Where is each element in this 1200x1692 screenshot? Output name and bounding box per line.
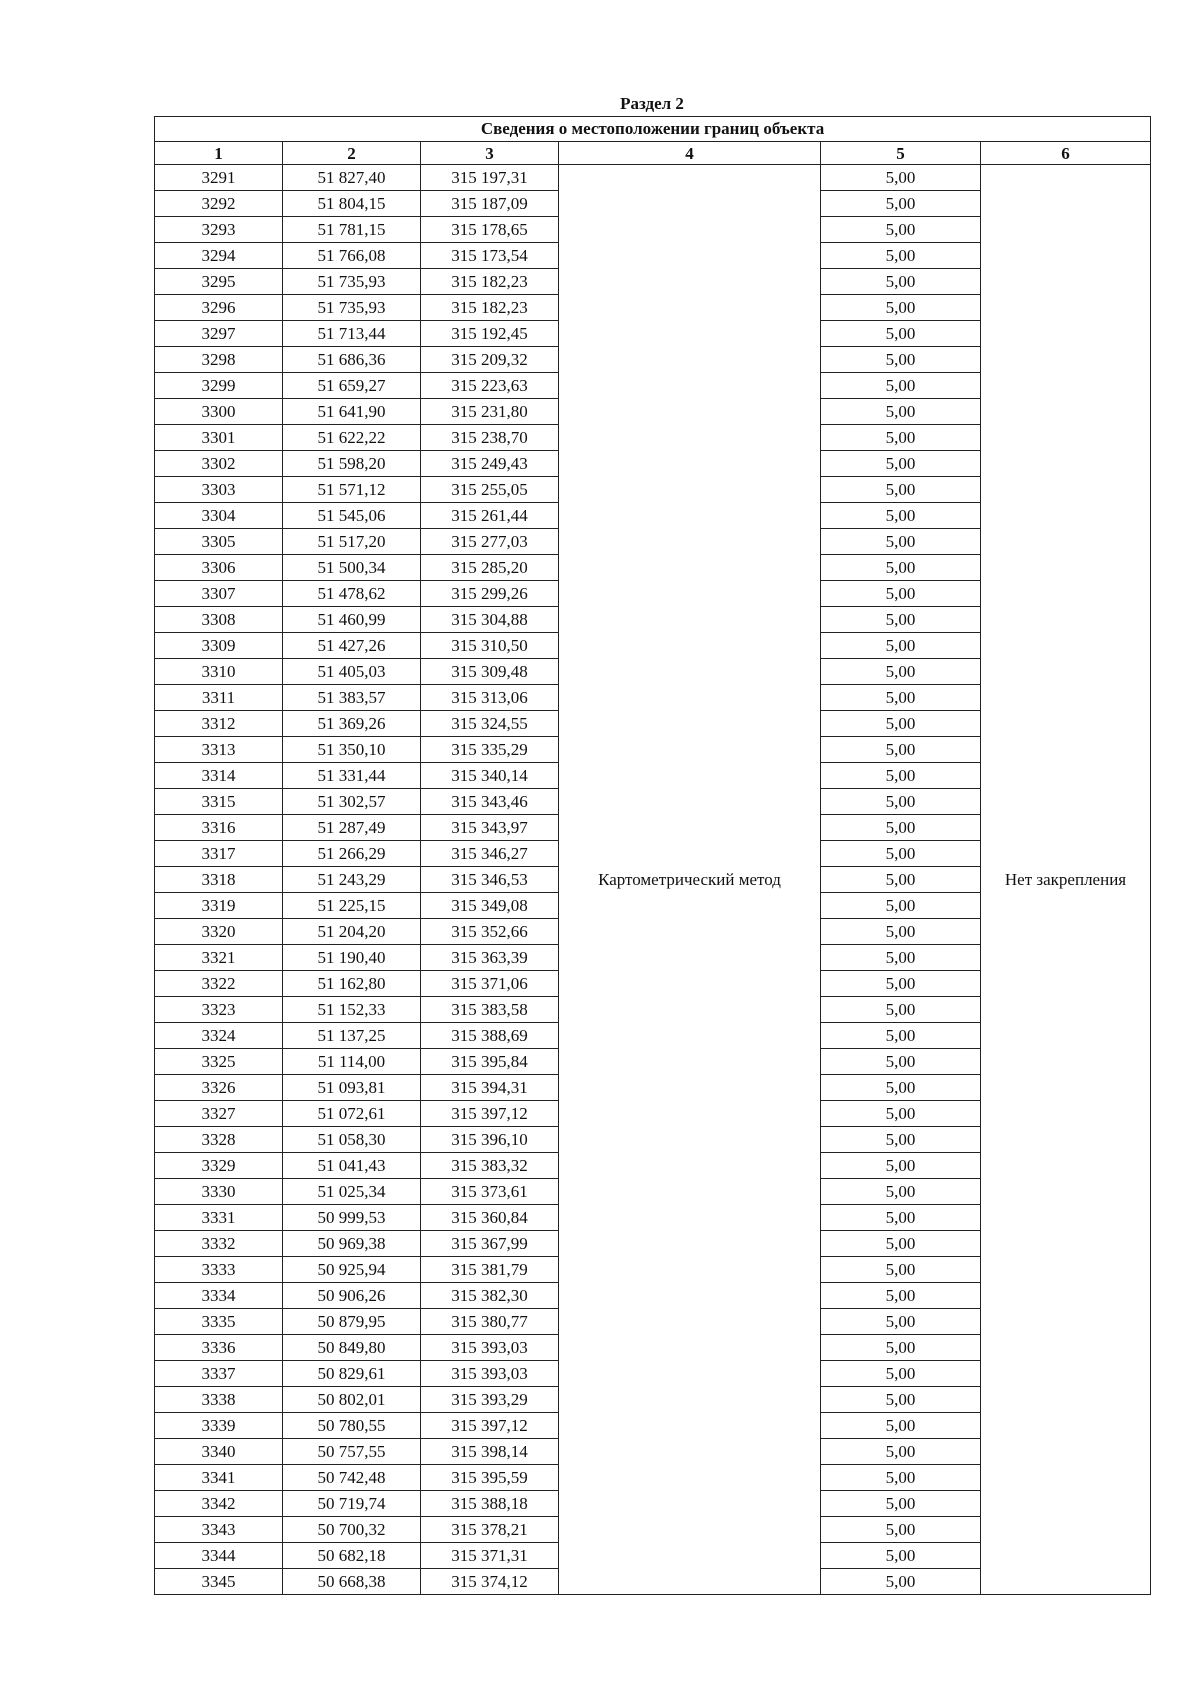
point-number-cell: 3291 <box>155 165 283 191</box>
y-coordinate-cell: 315 299,26 <box>421 581 559 607</box>
x-coordinate-cell: 51 545,06 <box>283 503 421 529</box>
accuracy-cell: 5,00 <box>821 243 981 269</box>
point-number-cell: 3336 <box>155 1335 283 1361</box>
point-number-cell: 3293 <box>155 217 283 243</box>
x-coordinate-cell: 50 668,38 <box>283 1569 421 1595</box>
y-coordinate-cell: 315 209,32 <box>421 347 559 373</box>
accuracy-cell: 5,00 <box>821 1439 981 1465</box>
x-coordinate-cell: 51 025,34 <box>283 1179 421 1205</box>
point-number-cell: 3297 <box>155 321 283 347</box>
y-coordinate-cell: 315 381,79 <box>421 1257 559 1283</box>
accuracy-cell: 5,00 <box>821 919 981 945</box>
y-coordinate-cell: 315 349,08 <box>421 893 559 919</box>
point-number-cell: 3310 <box>155 659 283 685</box>
y-coordinate-cell: 315 393,03 <box>421 1335 559 1361</box>
point-number-cell: 3316 <box>155 815 283 841</box>
accuracy-cell: 5,00 <box>821 1023 981 1049</box>
point-number-cell: 3334 <box>155 1283 283 1309</box>
x-coordinate-cell: 51 686,36 <box>283 347 421 373</box>
y-coordinate-cell: 315 367,99 <box>421 1231 559 1257</box>
x-coordinate-cell: 50 757,55 <box>283 1439 421 1465</box>
accuracy-cell: 5,00 <box>821 1491 981 1517</box>
x-coordinate-cell: 51 350,10 <box>283 737 421 763</box>
x-coordinate-cell: 51 405,03 <box>283 659 421 685</box>
point-number-cell: 3332 <box>155 1231 283 1257</box>
point-number-cell: 3296 <box>155 295 283 321</box>
point-number-cell: 3323 <box>155 997 283 1023</box>
section-title: Раздел 2 <box>620 94 684 113</box>
accuracy-cell: 5,00 <box>821 1101 981 1127</box>
accuracy-cell: 5,00 <box>821 1179 981 1205</box>
x-coordinate-cell: 50 742,48 <box>283 1465 421 1491</box>
point-number-cell: 3309 <box>155 633 283 659</box>
x-coordinate-cell: 51 622,22 <box>283 425 421 451</box>
x-coordinate-cell: 50 879,95 <box>283 1309 421 1335</box>
point-number-cell: 3307 <box>155 581 283 607</box>
x-coordinate-cell: 50 780,55 <box>283 1413 421 1439</box>
accuracy-cell: 5,00 <box>821 633 981 659</box>
y-coordinate-cell: 315 313,06 <box>421 685 559 711</box>
point-number-cell: 3313 <box>155 737 283 763</box>
accuracy-cell: 5,00 <box>821 347 981 373</box>
point-number-cell: 3338 <box>155 1387 283 1413</box>
point-number-cell: 3324 <box>155 1023 283 1049</box>
point-number-cell: 3298 <box>155 347 283 373</box>
point-number-cell: 3330 <box>155 1179 283 1205</box>
point-number-cell: 3312 <box>155 711 283 737</box>
accuracy-cell: 5,00 <box>821 295 981 321</box>
accuracy-cell: 5,00 <box>821 737 981 763</box>
point-number-cell: 3325 <box>155 1049 283 1075</box>
y-coordinate-cell: 315 352,66 <box>421 919 559 945</box>
point-number-cell: 3303 <box>155 477 283 503</box>
column-header: 4 <box>559 142 821 165</box>
y-coordinate-cell: 315 277,03 <box>421 529 559 555</box>
y-coordinate-cell: 315 197,31 <box>421 165 559 191</box>
y-coordinate-cell: 315 231,80 <box>421 399 559 425</box>
y-coordinate-cell: 315 223,63 <box>421 373 559 399</box>
y-coordinate-cell: 315 340,14 <box>421 763 559 789</box>
point-number-cell: 3322 <box>155 971 283 997</box>
x-coordinate-cell: 51 478,62 <box>283 581 421 607</box>
y-coordinate-cell: 315 309,48 <box>421 659 559 685</box>
point-number-cell: 3345 <box>155 1569 283 1595</box>
point-number-cell: 3314 <box>155 763 283 789</box>
accuracy-cell: 5,00 <box>821 1205 981 1231</box>
accuracy-cell: 5,00 <box>821 1517 981 1543</box>
y-coordinate-cell: 315 382,30 <box>421 1283 559 1309</box>
point-number-cell: 3305 <box>155 529 283 555</box>
point-number-cell: 3295 <box>155 269 283 295</box>
y-coordinate-cell: 315 346,53 <box>421 867 559 893</box>
point-number-cell: 3341 <box>155 1465 283 1491</box>
x-coordinate-cell: 51 137,25 <box>283 1023 421 1049</box>
accuracy-cell: 5,00 <box>821 191 981 217</box>
y-coordinate-cell: 315 393,29 <box>421 1387 559 1413</box>
accuracy-cell: 5,00 <box>821 1413 981 1439</box>
x-coordinate-cell: 51 152,33 <box>283 997 421 1023</box>
y-coordinate-cell: 315 249,43 <box>421 451 559 477</box>
y-coordinate-cell: 315 173,54 <box>421 243 559 269</box>
y-coordinate-cell: 315 182,23 <box>421 295 559 321</box>
y-coordinate-cell: 315 393,03 <box>421 1361 559 1387</box>
table-title: Сведения о местоположении границ объекта <box>155 117 1151 142</box>
x-coordinate-cell: 50 700,32 <box>283 1517 421 1543</box>
x-coordinate-cell: 51 641,90 <box>283 399 421 425</box>
y-coordinate-cell: 315 255,05 <box>421 477 559 503</box>
y-coordinate-cell: 315 394,31 <box>421 1075 559 1101</box>
point-number-cell: 3311 <box>155 685 283 711</box>
x-coordinate-cell: 51 093,81 <box>283 1075 421 1101</box>
point-number-cell: 3304 <box>155 503 283 529</box>
accuracy-cell: 5,00 <box>821 269 981 295</box>
y-coordinate-cell: 315 378,21 <box>421 1517 559 1543</box>
y-coordinate-cell: 315 395,59 <box>421 1465 559 1491</box>
y-coordinate-cell: 315 310,50 <box>421 633 559 659</box>
y-coordinate-cell: 315 388,69 <box>421 1023 559 1049</box>
point-number-cell: 3337 <box>155 1361 283 1387</box>
point-number-cell: 3301 <box>155 425 283 451</box>
accuracy-cell: 5,00 <box>821 711 981 737</box>
x-coordinate-cell: 51 302,57 <box>283 789 421 815</box>
y-coordinate-cell: 315 374,12 <box>421 1569 559 1595</box>
x-coordinate-cell: 51 598,20 <box>283 451 421 477</box>
y-coordinate-cell: 315 192,45 <box>421 321 559 347</box>
accuracy-cell: 5,00 <box>821 425 981 451</box>
accuracy-cell: 5,00 <box>821 1465 981 1491</box>
y-coordinate-cell: 315 371,06 <box>421 971 559 997</box>
y-coordinate-cell: 315 371,31 <box>421 1543 559 1569</box>
point-number-cell: 3320 <box>155 919 283 945</box>
x-coordinate-cell: 50 682,18 <box>283 1543 421 1569</box>
accuracy-cell: 5,00 <box>821 581 981 607</box>
y-coordinate-cell: 315 383,32 <box>421 1153 559 1179</box>
x-coordinate-cell: 50 999,53 <box>283 1205 421 1231</box>
accuracy-cell: 5,00 <box>821 217 981 243</box>
column-header: 2 <box>283 142 421 165</box>
accuracy-cell: 5,00 <box>821 1075 981 1101</box>
accuracy-cell: 5,00 <box>821 1049 981 1075</box>
accuracy-cell: 5,00 <box>821 1231 981 1257</box>
accuracy-cell: 5,00 <box>821 1309 981 1335</box>
accuracy-cell: 5,00 <box>821 1361 981 1387</box>
point-number-cell: 3317 <box>155 841 283 867</box>
accuracy-cell: 5,00 <box>821 555 981 581</box>
x-coordinate-cell: 50 719,74 <box>283 1491 421 1517</box>
x-coordinate-cell: 51 243,29 <box>283 867 421 893</box>
y-coordinate-cell: 315 380,77 <box>421 1309 559 1335</box>
point-number-cell: 3342 <box>155 1491 283 1517</box>
point-number-cell: 3327 <box>155 1101 283 1127</box>
point-number-cell: 3319 <box>155 893 283 919</box>
accuracy-cell: 5,00 <box>821 1569 981 1595</box>
x-coordinate-cell: 51 058,30 <box>283 1127 421 1153</box>
y-coordinate-cell: 315 373,61 <box>421 1179 559 1205</box>
point-number-cell: 3300 <box>155 399 283 425</box>
point-number-cell: 3335 <box>155 1309 283 1335</box>
x-coordinate-cell: 51 735,93 <box>283 269 421 295</box>
x-coordinate-cell: 51 162,80 <box>283 971 421 997</box>
point-number-cell: 3333 <box>155 1257 283 1283</box>
y-coordinate-cell: 315 343,97 <box>421 815 559 841</box>
accuracy-cell: 5,00 <box>821 165 981 191</box>
accuracy-cell: 5,00 <box>821 815 981 841</box>
x-coordinate-cell: 51 517,20 <box>283 529 421 555</box>
x-coordinate-cell: 51 287,49 <box>283 815 421 841</box>
x-coordinate-cell: 50 849,80 <box>283 1335 421 1361</box>
x-coordinate-cell: 51 735,93 <box>283 295 421 321</box>
accuracy-cell: 5,00 <box>821 971 981 997</box>
accuracy-cell: 5,00 <box>821 867 981 893</box>
column-header: 5 <box>821 142 981 165</box>
y-coordinate-cell: 315 178,65 <box>421 217 559 243</box>
x-coordinate-cell: 51 659,27 <box>283 373 421 399</box>
accuracy-cell: 5,00 <box>821 373 981 399</box>
point-number-cell: 3340 <box>155 1439 283 1465</box>
x-coordinate-cell: 50 906,26 <box>283 1283 421 1309</box>
y-coordinate-cell: 315 396,10 <box>421 1127 559 1153</box>
point-number-cell: 3308 <box>155 607 283 633</box>
point-number-cell: 3321 <box>155 945 283 971</box>
y-coordinate-cell: 315 346,27 <box>421 841 559 867</box>
accuracy-cell: 5,00 <box>821 529 981 555</box>
x-coordinate-cell: 51 266,29 <box>283 841 421 867</box>
x-coordinate-cell: 51 190,40 <box>283 945 421 971</box>
accuracy-cell: 5,00 <box>821 1257 981 1283</box>
x-coordinate-cell: 50 925,94 <box>283 1257 421 1283</box>
x-coordinate-cell: 51 500,34 <box>283 555 421 581</box>
x-coordinate-cell: 51 114,00 <box>283 1049 421 1075</box>
x-coordinate-cell: 51 827,40 <box>283 165 421 191</box>
accuracy-cell: 5,00 <box>821 503 981 529</box>
x-coordinate-cell: 51 781,15 <box>283 217 421 243</box>
x-coordinate-cell: 51 571,12 <box>283 477 421 503</box>
accuracy-cell: 5,00 <box>821 893 981 919</box>
x-coordinate-cell: 50 802,01 <box>283 1387 421 1413</box>
y-coordinate-cell: 315 398,14 <box>421 1439 559 1465</box>
column-number-row <box>155 142 1151 165</box>
accuracy-cell: 5,00 <box>821 841 981 867</box>
x-coordinate-cell: 51 225,15 <box>283 893 421 919</box>
accuracy-cell: 5,00 <box>821 763 981 789</box>
x-coordinate-cell: 51 460,99 <box>283 607 421 633</box>
point-number-cell: 3344 <box>155 1543 283 1569</box>
x-coordinate-cell: 51 427,26 <box>283 633 421 659</box>
y-coordinate-cell: 315 182,23 <box>421 269 559 295</box>
point-number-cell: 3302 <box>155 451 283 477</box>
method-cell: Картометрический метод <box>559 165 821 1595</box>
y-coordinate-cell: 315 324,55 <box>421 711 559 737</box>
fixation-cell: Нет закрепления <box>981 165 1151 1595</box>
x-coordinate-cell: 51 072,61 <box>283 1101 421 1127</box>
column-header: 3 <box>421 142 559 165</box>
x-coordinate-cell: 50 829,61 <box>283 1361 421 1387</box>
accuracy-cell: 5,00 <box>821 321 981 347</box>
y-coordinate-cell: 315 187,09 <box>421 191 559 217</box>
column-header: 1 <box>155 142 283 165</box>
x-coordinate-cell: 51 369,26 <box>283 711 421 737</box>
y-coordinate-cell: 315 238,70 <box>421 425 559 451</box>
x-coordinate-cell: 51 331,44 <box>283 763 421 789</box>
accuracy-cell: 5,00 <box>821 451 981 477</box>
y-coordinate-cell: 315 285,20 <box>421 555 559 581</box>
y-coordinate-cell: 315 395,84 <box>421 1049 559 1075</box>
accuracy-cell: 5,00 <box>821 1127 981 1153</box>
x-coordinate-cell: 51 204,20 <box>283 919 421 945</box>
y-coordinate-cell: 315 388,18 <box>421 1491 559 1517</box>
accuracy-cell: 5,00 <box>821 1543 981 1569</box>
accuracy-cell: 5,00 <box>821 399 981 425</box>
x-coordinate-cell: 51 041,43 <box>283 1153 421 1179</box>
point-number-cell: 3294 <box>155 243 283 269</box>
point-number-cell: 3328 <box>155 1127 283 1153</box>
y-coordinate-cell: 315 360,84 <box>421 1205 559 1231</box>
y-coordinate-cell: 315 343,46 <box>421 789 559 815</box>
x-coordinate-cell: 51 383,57 <box>283 685 421 711</box>
point-number-cell: 3329 <box>155 1153 283 1179</box>
point-number-cell: 3326 <box>155 1075 283 1101</box>
point-number-cell: 3315 <box>155 789 283 815</box>
boundary-coordinates-table <box>154 116 1151 1595</box>
x-coordinate-cell: 51 713,44 <box>283 321 421 347</box>
y-coordinate-cell: 315 397,12 <box>421 1101 559 1127</box>
table-row <box>155 165 1151 191</box>
accuracy-cell: 5,00 <box>821 945 981 971</box>
x-coordinate-cell: 51 766,08 <box>283 243 421 269</box>
accuracy-cell: 5,00 <box>821 997 981 1023</box>
accuracy-cell: 5,00 <box>821 659 981 685</box>
accuracy-cell: 5,00 <box>821 477 981 503</box>
y-coordinate-cell: 315 363,39 <box>421 945 559 971</box>
point-number-cell: 3318 <box>155 867 283 893</box>
accuracy-cell: 5,00 <box>821 1335 981 1361</box>
y-coordinate-cell: 315 383,58 <box>421 997 559 1023</box>
point-number-cell: 3306 <box>155 555 283 581</box>
point-number-cell: 3299 <box>155 373 283 399</box>
x-coordinate-cell: 51 804,15 <box>283 191 421 217</box>
accuracy-cell: 5,00 <box>821 1283 981 1309</box>
y-coordinate-cell: 315 261,44 <box>421 503 559 529</box>
column-header: 6 <box>981 142 1151 165</box>
accuracy-cell: 5,00 <box>821 607 981 633</box>
y-coordinate-cell: 315 397,12 <box>421 1413 559 1439</box>
y-coordinate-cell: 315 335,29 <box>421 737 559 763</box>
point-number-cell: 3292 <box>155 191 283 217</box>
x-coordinate-cell: 50 969,38 <box>283 1231 421 1257</box>
accuracy-cell: 5,00 <box>821 1387 981 1413</box>
point-number-cell: 3343 <box>155 1517 283 1543</box>
point-number-cell: 3331 <box>155 1205 283 1231</box>
accuracy-cell: 5,00 <box>821 1153 981 1179</box>
table-body <box>155 165 1151 1595</box>
accuracy-cell: 5,00 <box>821 789 981 815</box>
accuracy-cell: 5,00 <box>821 685 981 711</box>
y-coordinate-cell: 315 304,88 <box>421 607 559 633</box>
point-number-cell: 3339 <box>155 1413 283 1439</box>
